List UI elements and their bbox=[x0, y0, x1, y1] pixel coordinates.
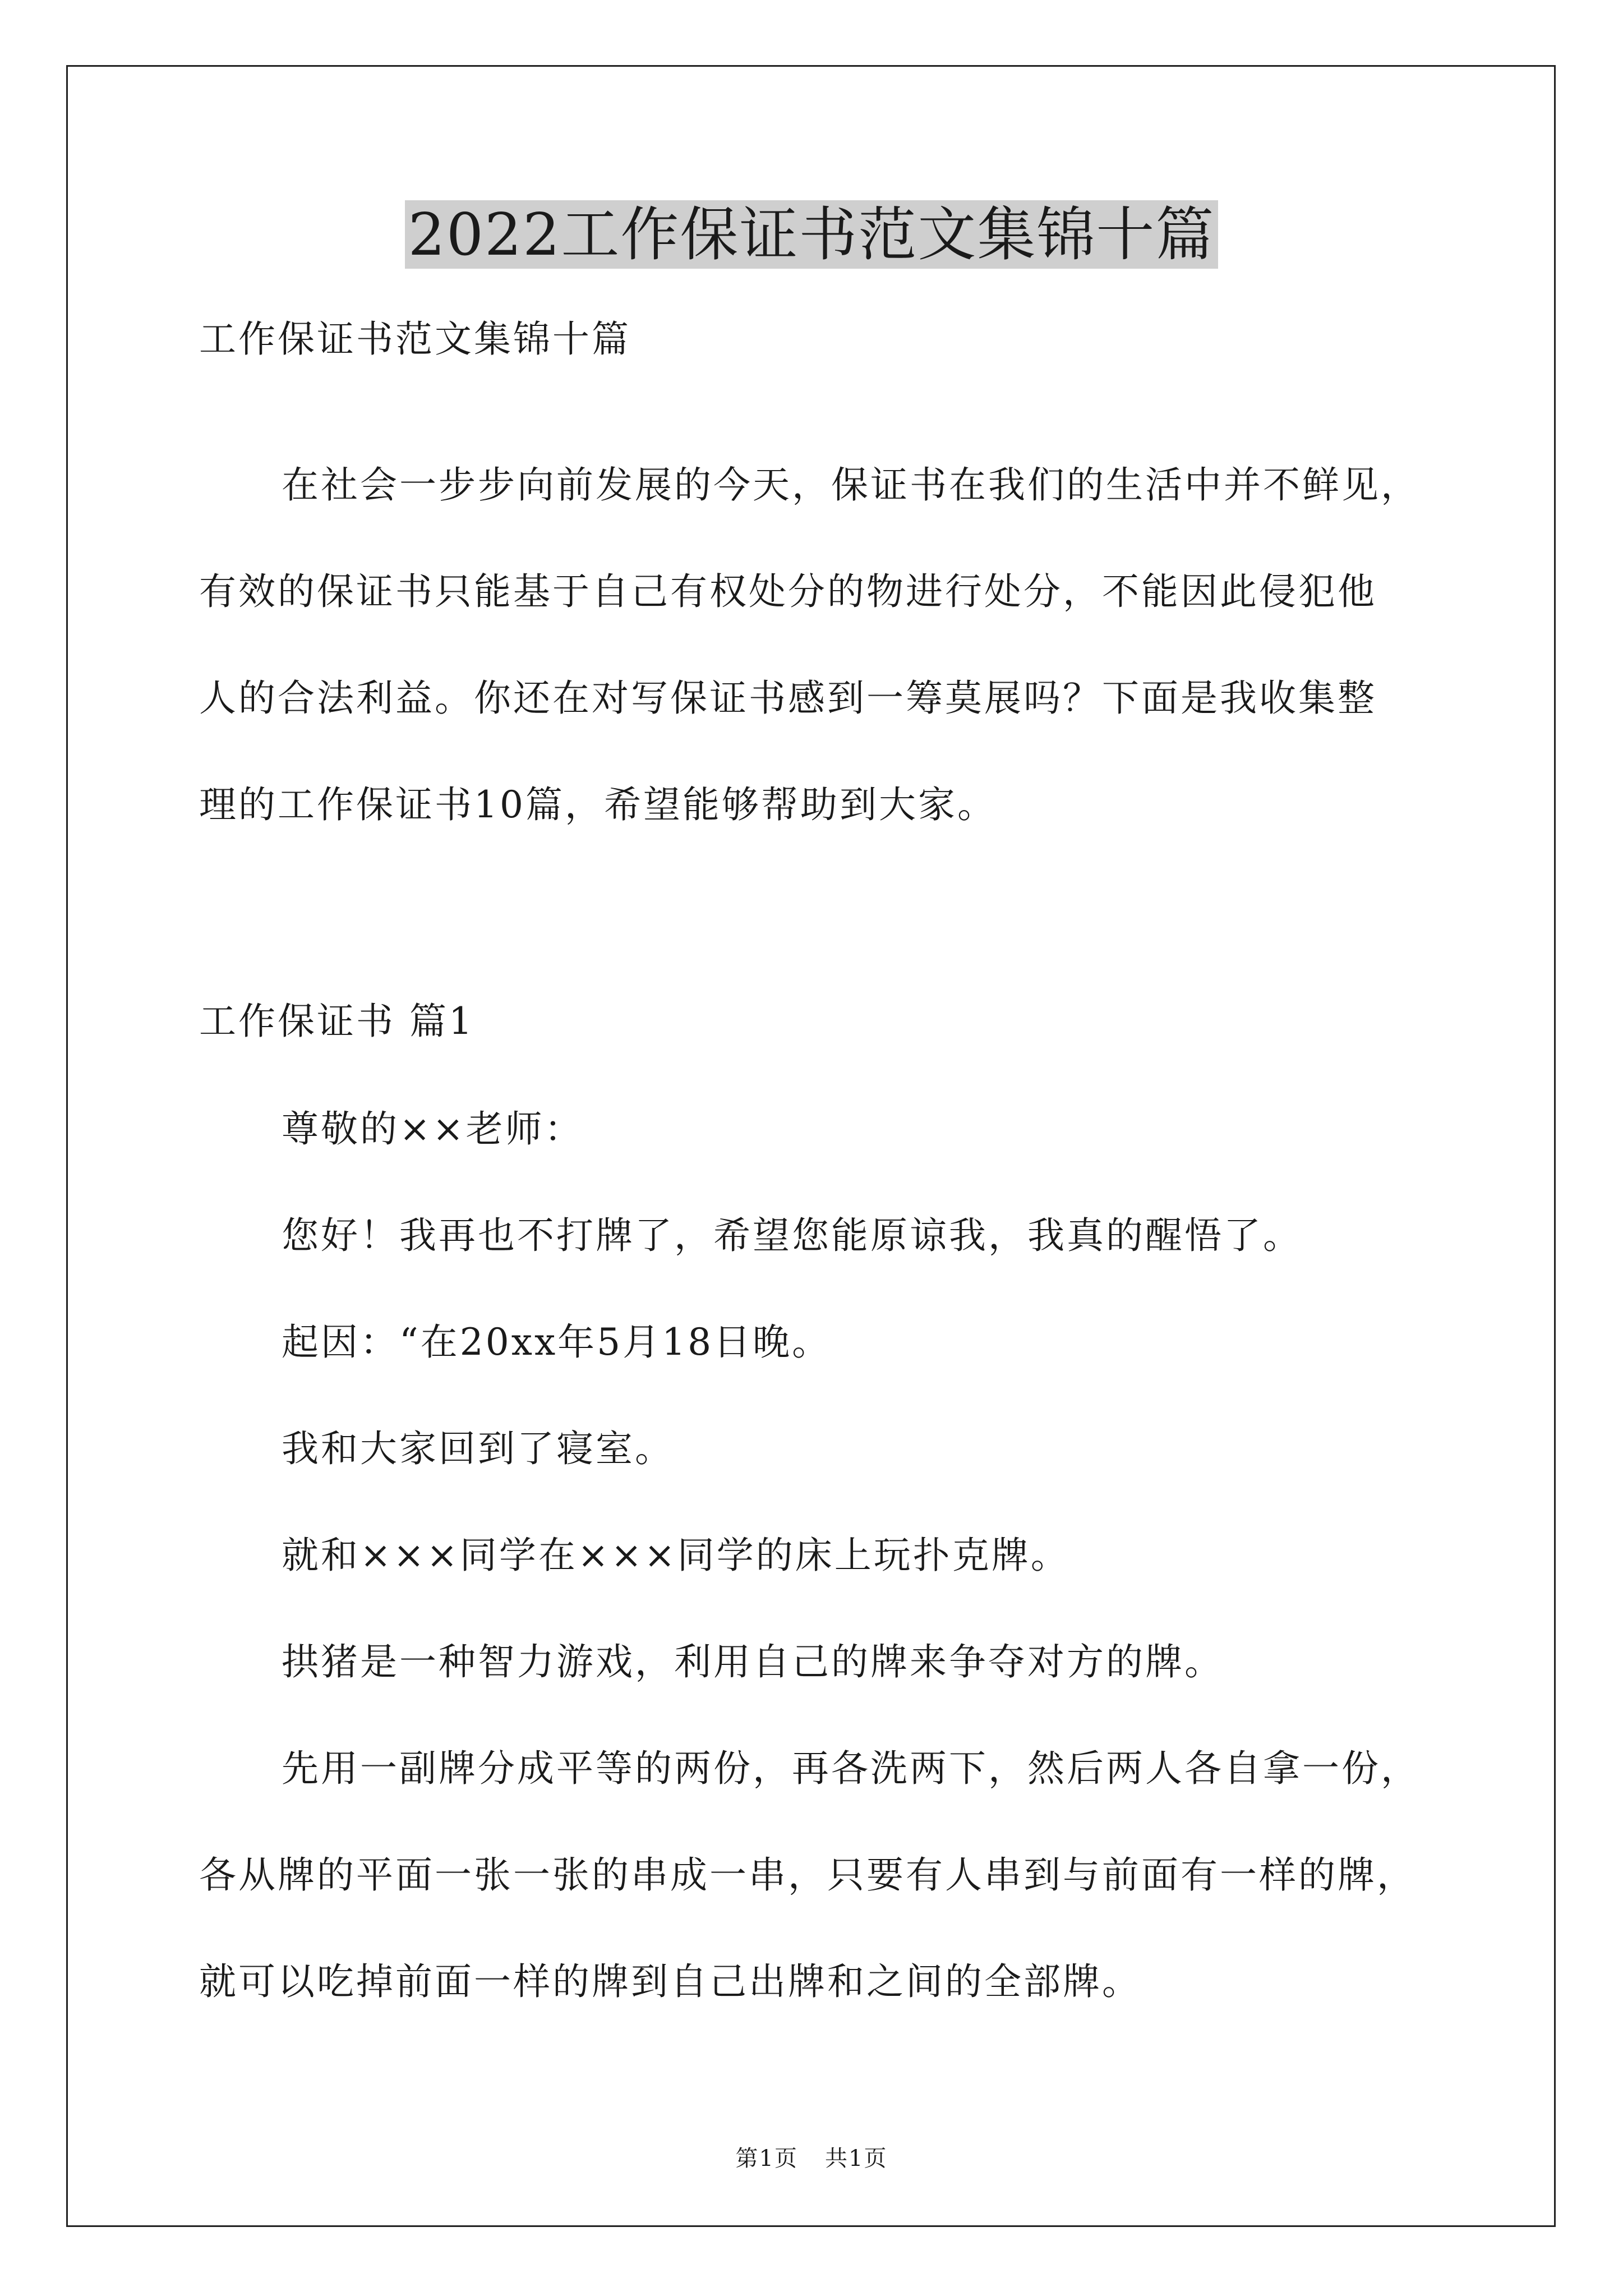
intro-line: 理的工作保证书10篇，希望能够帮助到大家。 bbox=[199, 783, 997, 826]
document-title bbox=[0, 195, 1623, 274]
letter-line: 尊敬的××老师： bbox=[282, 1107, 584, 1151]
section-heading: 工作保证书 篇1 bbox=[199, 1000, 474, 1043]
letter-line: 各从牌的平面一张一张的串成一串，只要有人串到与前面有一样的牌， bbox=[199, 1853, 1416, 1897]
letter-line: 就可以吃掉前面一样的牌到自己出牌和之间的全部牌。 bbox=[199, 1960, 1141, 2003]
intro-line: 人的合法利益。你还在对写保证书感到一筹莫展吗？下面是我收集整 bbox=[199, 677, 1377, 720]
letter-line: 就和×××同学在×××同学的床上玩扑克牌。 bbox=[282, 1534, 1070, 1577]
letter-line: 起因：“在20xx年5月18日晚。 bbox=[282, 1320, 832, 1364]
letter-line: 您好！我再也不打牌了，希望您能原谅我，我真的醒悟了。 bbox=[282, 1214, 1302, 1257]
letter-line: 我和大家回到了寝室。 bbox=[282, 1427, 674, 1470]
intro-line: 在社会一步步向前发展的今天，保证书在我们的生活中并不鲜见， bbox=[282, 463, 1420, 507]
document-subtitle: 工作保证书范文集锦十篇 bbox=[199, 318, 631, 361]
letter-line: 拱猪是一种智力游戏，利用自己的牌来争夺对方的牌。 bbox=[282, 1640, 1224, 1683]
letter-line: 先用一副牌分成平等的两份，再各洗两下，然后两人各自拿一份， bbox=[282, 1747, 1420, 1790]
page-number: 第1页 bbox=[735, 2146, 798, 2171]
page-footer bbox=[0, 2142, 1623, 2175]
page-total: 共1页 bbox=[825, 2146, 888, 2171]
intro-line: 有效的保证书只能基于自己有权处分的物进行处分，不能因此侵犯他 bbox=[199, 570, 1377, 613]
document-title-text: 2022工作保证书范文集锦十篇 bbox=[405, 200, 1219, 269]
